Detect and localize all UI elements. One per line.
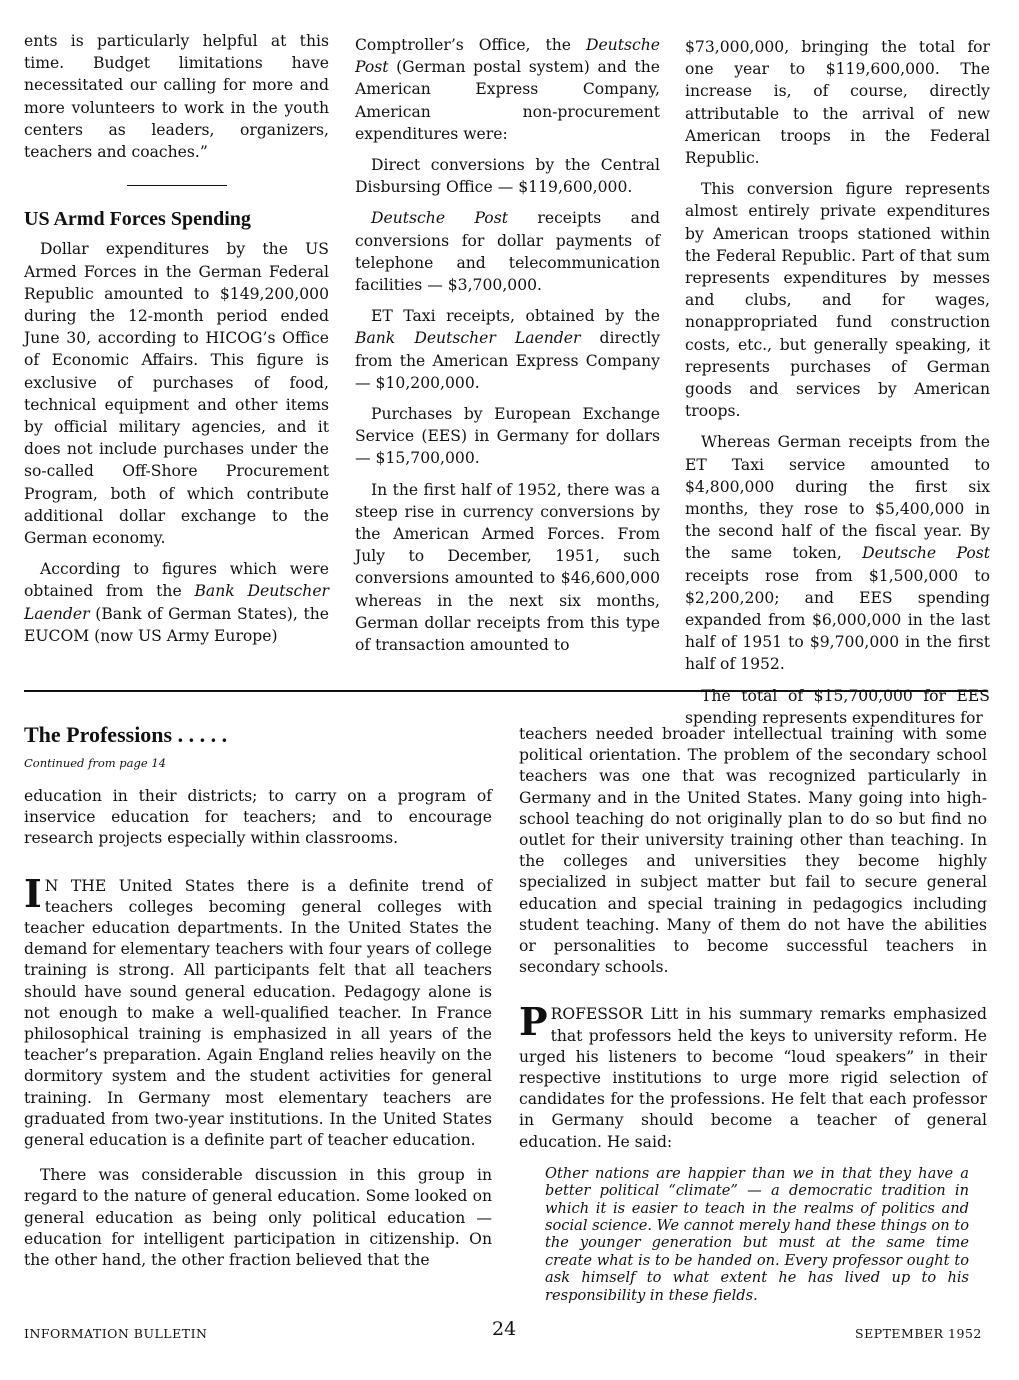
paragraph: Deutsche Post receipts and conversions for dollar payments of telephone and telecommunication facilities — $3,700,000. xyxy=(355,209,660,295)
top-column-2 xyxy=(355,34,660,665)
article-title: The Professions . . . . . xyxy=(24,722,228,747)
paragraph: Comptroller’s Office, the Deutsche Post (German postal system) and the American Express Company, American non-procurement expenditures were: xyxy=(355,36,660,143)
bottom-column-left xyxy=(24,786,492,1280)
drop-cap: P xyxy=(519,999,548,1045)
block-quote: Other nations are happier than we in that they have a better political “climate” — a democratic tradition in which it is easier to teach in the realms of politics and social science. We cannot merely hand these things on to the younger generation but must at the same time create what is to be handed on. Every professor ought to ask himself to what extent he has lived up to his responsibility in these fields. xyxy=(545,1164,969,1304)
continued-note: Continued from page 14 xyxy=(24,756,166,770)
paragraph: There was considerable discussion in this group in regard to the nature of general education. Some looked on general education as being only political education — education for intelligent participation in citizenship. On the other hand, the other fraction believed that the xyxy=(24,1166,492,1270)
paragraph: ET Taxi receipts, obtained by the Bank Deutscher Laender directly from the American Express Company — $10,200,000. xyxy=(355,307,660,392)
section-divider xyxy=(127,185,227,186)
footer-date: SEPTEMBER 1952 xyxy=(855,1326,982,1341)
paragraph: This conversion figure represents almost entirely private expenditures by American troops stationed within the Federal Republic. Part of that sum represents expenditures by messes and clubs, and for wages, nonappropriated fund construction costs, etc., but generally speaking, it represents purchases of German goods and services by American troops. xyxy=(685,180,990,421)
horizontal-divider xyxy=(24,690,987,692)
paragraph: I N THE United States there is a definite trend of teachers colleges becoming general colleges with teacher education departments. In the United States the demand for elementary teachers with four years of college training is strong. All participants felt that all teachers should have sound general education. Pedagogy alone is not enough to make a well-qualified teacher. In France philosophical training is emphasized in all years of the teacher’s preparation. Again England relies heavily on the dormitory system and the student activities for general training. In Germany most elementary teachers are graduated from two-year institutions. In the United States general education is a definite part of teacher education. xyxy=(24,870,493,1150)
paragraph: $73,000,000, bringing the total for one year to $119,600,000. The increase is, of course, directly attributable to the arrival of new American troops in the Federal Republic. xyxy=(685,38,990,168)
paragraph: ents is particularly helpful at this time. Budget limitations have necessitated our calling for more and more volunteers to work in the youth centers as leaders, organizers, teachers and coaches.” xyxy=(24,32,329,162)
paragraph: education in their districts; to carry on a program of inservice education for teachers; and to encourage research projects especially within classrooms. xyxy=(24,787,492,848)
paragraph: teachers needed broader intellectual training with some political orientation. The problem of the secondary school teachers was one that was recognized particularly in Germany and in the United States. Many going into high-school teaching do not originally plan to do so but find no outlet for their university training other than teaching. In the colleges and universities they become highly specialized in subject matter but fail to secure general education and special training in pedagogics including student teaching. Many of them do not have the abilities or personalities to become successful teachers in secondary schools. xyxy=(519,725,987,977)
paragraph: In the first half of 1952, there was a steep rise in currency conversions by the American Armed Forces. From July to December, 1951, such conversions amounted to $46,600,000 whereas in the next six months, German dollar receipts from this type of transaction amounted to xyxy=(355,480,660,655)
section-title: US Armd Forces Spending xyxy=(24,208,251,231)
paragraph: Direct conversions by the Central Disbursing Office — $119,600,000. xyxy=(355,156,660,197)
footer-publication: INFORMATION BULLETIN xyxy=(24,1326,208,1341)
top-column-1 xyxy=(24,30,329,656)
paragraph: According to figures which were obtained from the Bank Deutscher Laender (Bank of German States), the EUCOM (now US Army Europe) xyxy=(24,560,329,645)
paragraph: The total of $15,700,000 for EES spending represents expenditures for xyxy=(685,686,990,727)
bottom-column-right xyxy=(519,724,987,1304)
drop-cap: I xyxy=(24,870,42,916)
paragraph: PROFESSOR Litt in his summary remarks emphasized that professors held the keys to university reform. He urged his listeners to become “loud speakers” in their respective institutions to urge more rigid selection of candidates for the professions. He felt that each professor in Germany should become a teacher of general education. He said: xyxy=(519,999,987,1151)
paragraph: Dollar expenditures by the US Armed Forces in the German Federal Republic amounted to $149,200,000 during the 12-month period ended June 30, according to HICOG’s Office of Economic Affairs. This figure is exclusive of purchases of food, technical equipment and other items by official military agencies, and it does not include purchases under the so-called Off-Shore Procurement Program, both of which contribute additional dollar exchange to the German economy. xyxy=(24,240,329,548)
paragraph: Purchases by European Exchange Service (EES) in Germany for dollars — $15,700,000. xyxy=(355,405,660,468)
top-column-3 xyxy=(685,36,990,738)
page-number: 24 xyxy=(492,1318,517,1340)
paragraph: Whereas German receipts from the ET Taxi service amounted to $4,800,000 during the first six months, they rose to $5,400,000 in the second half of the fiscal year. By the same token, Deutsche Post receipts rose from $1,500,000 to $2,200,200; and EES spending expanded from $6,000,000 in the last half of 1951 to $9,700,000 in the first half of 1952. xyxy=(685,433,990,674)
